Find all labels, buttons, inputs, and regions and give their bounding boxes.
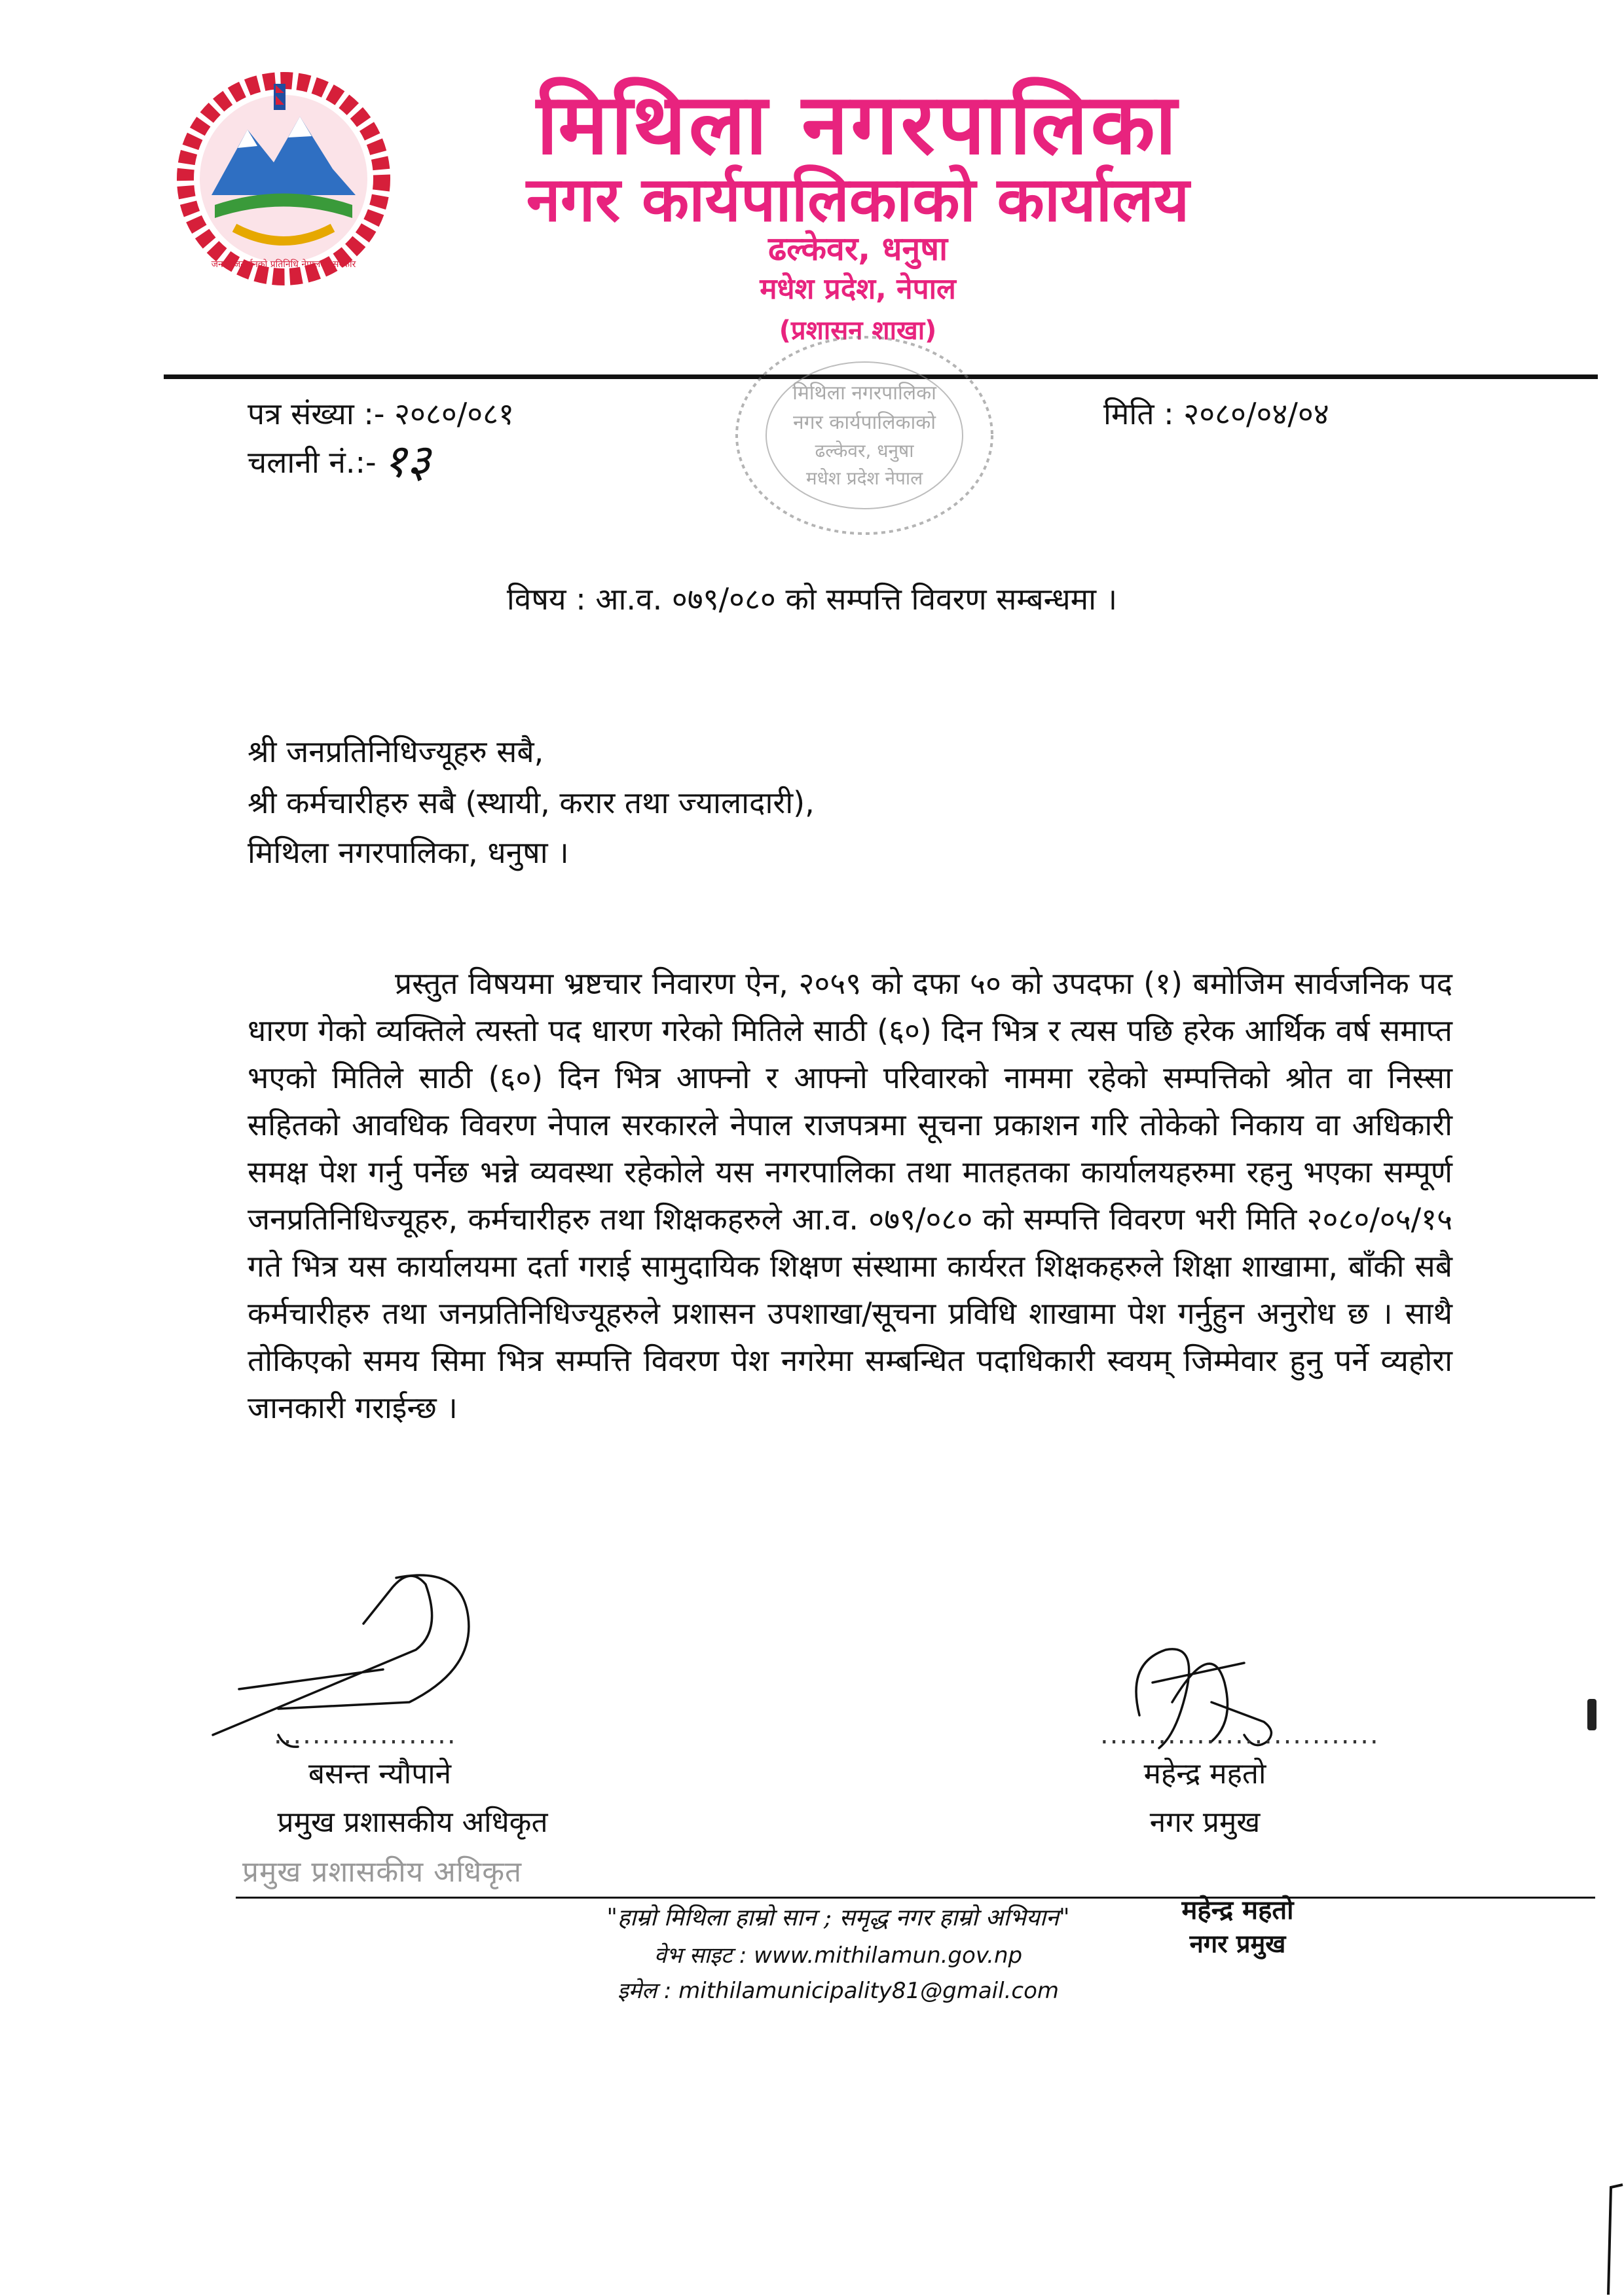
right-signatory-name: महेन्द्र महतो [1143,1757,1266,1791]
footer-stamp-title: नगर प्रमुख [1189,1929,1286,1958]
scan-edge-mark [1604,2183,1624,2296]
emblem-caption: जनता जनार्दनको प्रतिनिधि नेपालको सरकार [211,259,356,270]
dispatch-label: चलानी नं.:- [248,445,377,480]
right-signatory-title: नगर प्रमुख [1149,1806,1261,1839]
org-subtitle: नगर कार्यपालिकाको कार्यालय [526,164,1190,236]
footer-stamp-name: महेन्द्र महतो [1181,1895,1294,1925]
org-section: (प्रशासन शाखा) [779,316,937,346]
letter-date: मिति : २०८०/०४/०४ [1103,396,1329,431]
office-seal-stamp [727,327,1002,543]
addressee-line: श्री कर्मचारीहरु सबै (स्थायी, करार तथा ज्यालादारी), [248,785,815,820]
seal-line-4: मधेश प्रदेश नेपाल [805,467,923,489]
nepal-emblem-icon [175,71,392,287]
addressee-line: श्री जनप्रतिनिधिज्यूहरु सबै, [248,734,544,769]
footer-email: इमेल : mithilamunicipality81@gmail.com [617,1978,1059,2004]
letter-number: पत्र संख्या :- २०८०/०८१ [248,396,515,431]
signature-dotted-line: ............................. [1100,1720,1380,1750]
footer-slogan: "हाम्रो मिथिला हाम्रो सान ; समृद्ध नगर हाम्रो अभियान" [606,1904,1070,1931]
scan-mark [1587,1699,1596,1730]
subject-line: विषय : आ.व. ०७९/०८० को सम्पत्ति विवरण सम्बन्धमा । [506,581,1118,617]
signature-dotted-line: ................... [274,1720,457,1750]
footer-divider [236,1897,1595,1899]
org-city: ढल्केवर, धनुषा [767,230,948,268]
seal-line-2: नगर कार्यपालिकाको [792,411,936,434]
letter-body: प्रस्तुत विषयमा भ्रष्टचार निवारण ऐन, २०५९ को दफा ५० को उपदफा (१) बमोजिम सार्वजनिक पद धारण गेको व्यक्तिले त्यस्तो पद धारण गरेको मितिले साठी (६०) दिन भित्र र त्यस पछि हरेक आर्थिक वर्ष समाप्त भएको मितिले साठी (६०) दिन भित्र आफ्नो र आफ्नो परिवारको नाममा रहेको सम्पत्तिको श्रोत वा निस्सा सहितको आवधिक विवरण नेपाल सरकारले नेपाल राजपत्रमा सूचना प्रकाशन गरि तोकेको निकाय वा अधिकारी समक्ष पेश गर्नु पर्नेछ भन्ने व्यवस्था रहेकोले यस नगरपालिका तथा मातहतका कार्यालयहरुमा रहनु भएका सम्पूर्ण जनप्रतिनिधिज्यूहरु, कर्मचारीहरु तथा शिक्षकहरुले आ.व. ०७९/०८० को सम्पत्ति विवरण भरी मिति २०८०/०५/१५ गते भित्र यस कार्यालयमा दर्ता गराई सामुदायिक शिक्षण संस्थामा कार्यरत शिक्षकहरुले शिक्षा शाखामा, बाँकी सबै कर्मचारीहरु तथा जनप्रतिनिधिज्यूहरुले प्रशासन उपशाखा/सूचना प्रविधि शाखामा पेश गर्नुहुन अनुरोध छ । साथै तोकिएको समय सिमा भित्र सम्पत्ति विवरण पेश नगरेमा सम्बन्धित पदाधिकारी स्वयम् जिम्मेवार हुनु पर्ने व्यहोरा जानकारी गराईन्छ । [248,966,1452,1425]
addressee-line: मिथिला नगरपालिका, धनुषा । [248,835,569,870]
dispatch-number: १३ [382,434,431,488]
footer-website: वेभ साइट : www.mithilamun.gov.np [654,1942,1023,1969]
seal-line-1: मिथिला नगरपालिका [792,382,936,405]
org-title: मिथिला नगरपालिका [536,75,1179,173]
dispatch-line [248,434,431,488]
left-designation-stamp: प्रमुख प्रशासकीय अधिकृत [242,1855,523,1889]
org-province: मधेश प्रदेश, नेपाल [760,272,956,306]
seal-line-3: ढल्केवर, धनुषा [815,440,914,462]
left-signatory-title: प्रमुख प्रशासकीय अधिकृत [277,1806,548,1839]
left-signatory-name: बसन्त न्यौपाने [308,1757,452,1791]
